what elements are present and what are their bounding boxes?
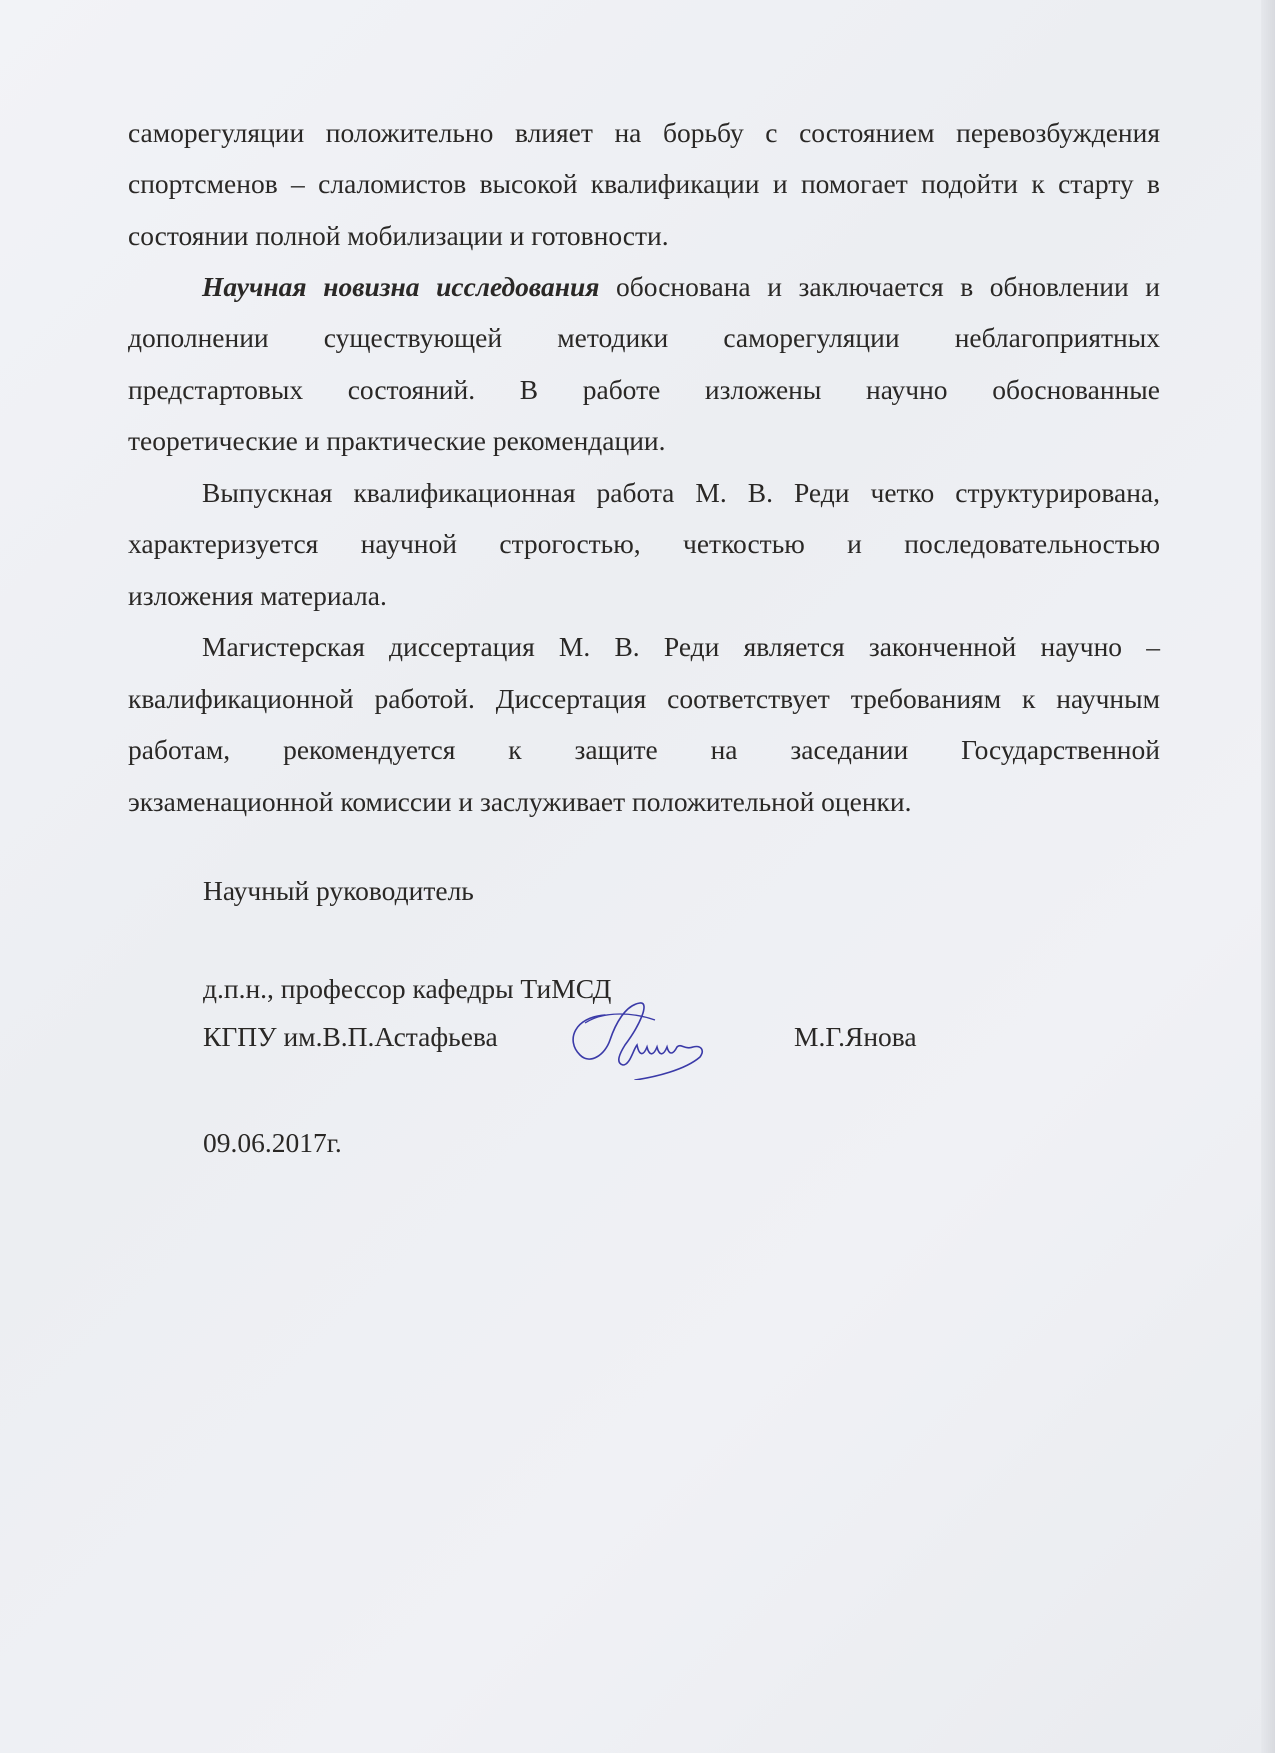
text-line: предстартовых состояний. В работе изложены научно обоснованные <box>128 374 1160 405</box>
text-line: Выпускная квалификационная работа М. В. Реди четко структурирована, <box>202 477 1160 508</box>
text-line: изложения материала. <box>128 580 387 611</box>
signature-date: 09.06.2017г. <box>203 1127 342 1158</box>
text-line: теоретические и практические рекомендации. <box>128 425 666 456</box>
text-line: саморегуляции положительно влияет на борьбу с состоянием перевозбуждения <box>128 117 1160 148</box>
handwritten-signature <box>565 995 725 1080</box>
supervisor-institution: КГПУ им.В.П.Астафьева <box>203 1021 498 1052</box>
supervisor-role: Научный руководитель <box>203 875 474 906</box>
text-line: экзаменационной комиссии и заслуживает положительной оценки. <box>128 786 912 817</box>
text-line: характеризуется научной строгостью, четкостью и последовательностью <box>128 528 1160 559</box>
page-edge <box>1261 0 1275 1753</box>
text-line: спортсменов – слаломистов высокой квалификации и помогает подойти к старту в <box>128 168 1160 199</box>
emphasis-text: Научная новизна исследования <box>202 271 600 302</box>
text-line: состоянии полной мобилизации и готовности. <box>128 220 669 251</box>
supervisor-title: д.п.н., профессор кафедры ТиМСД <box>203 973 612 1004</box>
text-line: квалификационной работой. Диссертация соответствует требованиям к научным <box>128 683 1160 714</box>
text-line <box>128 271 1160 303</box>
text-line: работам, рекомендуется к защите на заседании Государственной <box>128 734 1160 765</box>
supervisor-name: М.Г.Янова <box>794 1021 917 1052</box>
text-line: Магистерская диссертация М. В. Реди является законченной научно – <box>202 631 1160 662</box>
text-line: дополнении существующей методики саморегуляции неблагоприятных <box>128 322 1160 353</box>
text-span: обоснована и заключается в обновлении и <box>616 271 1160 302</box>
